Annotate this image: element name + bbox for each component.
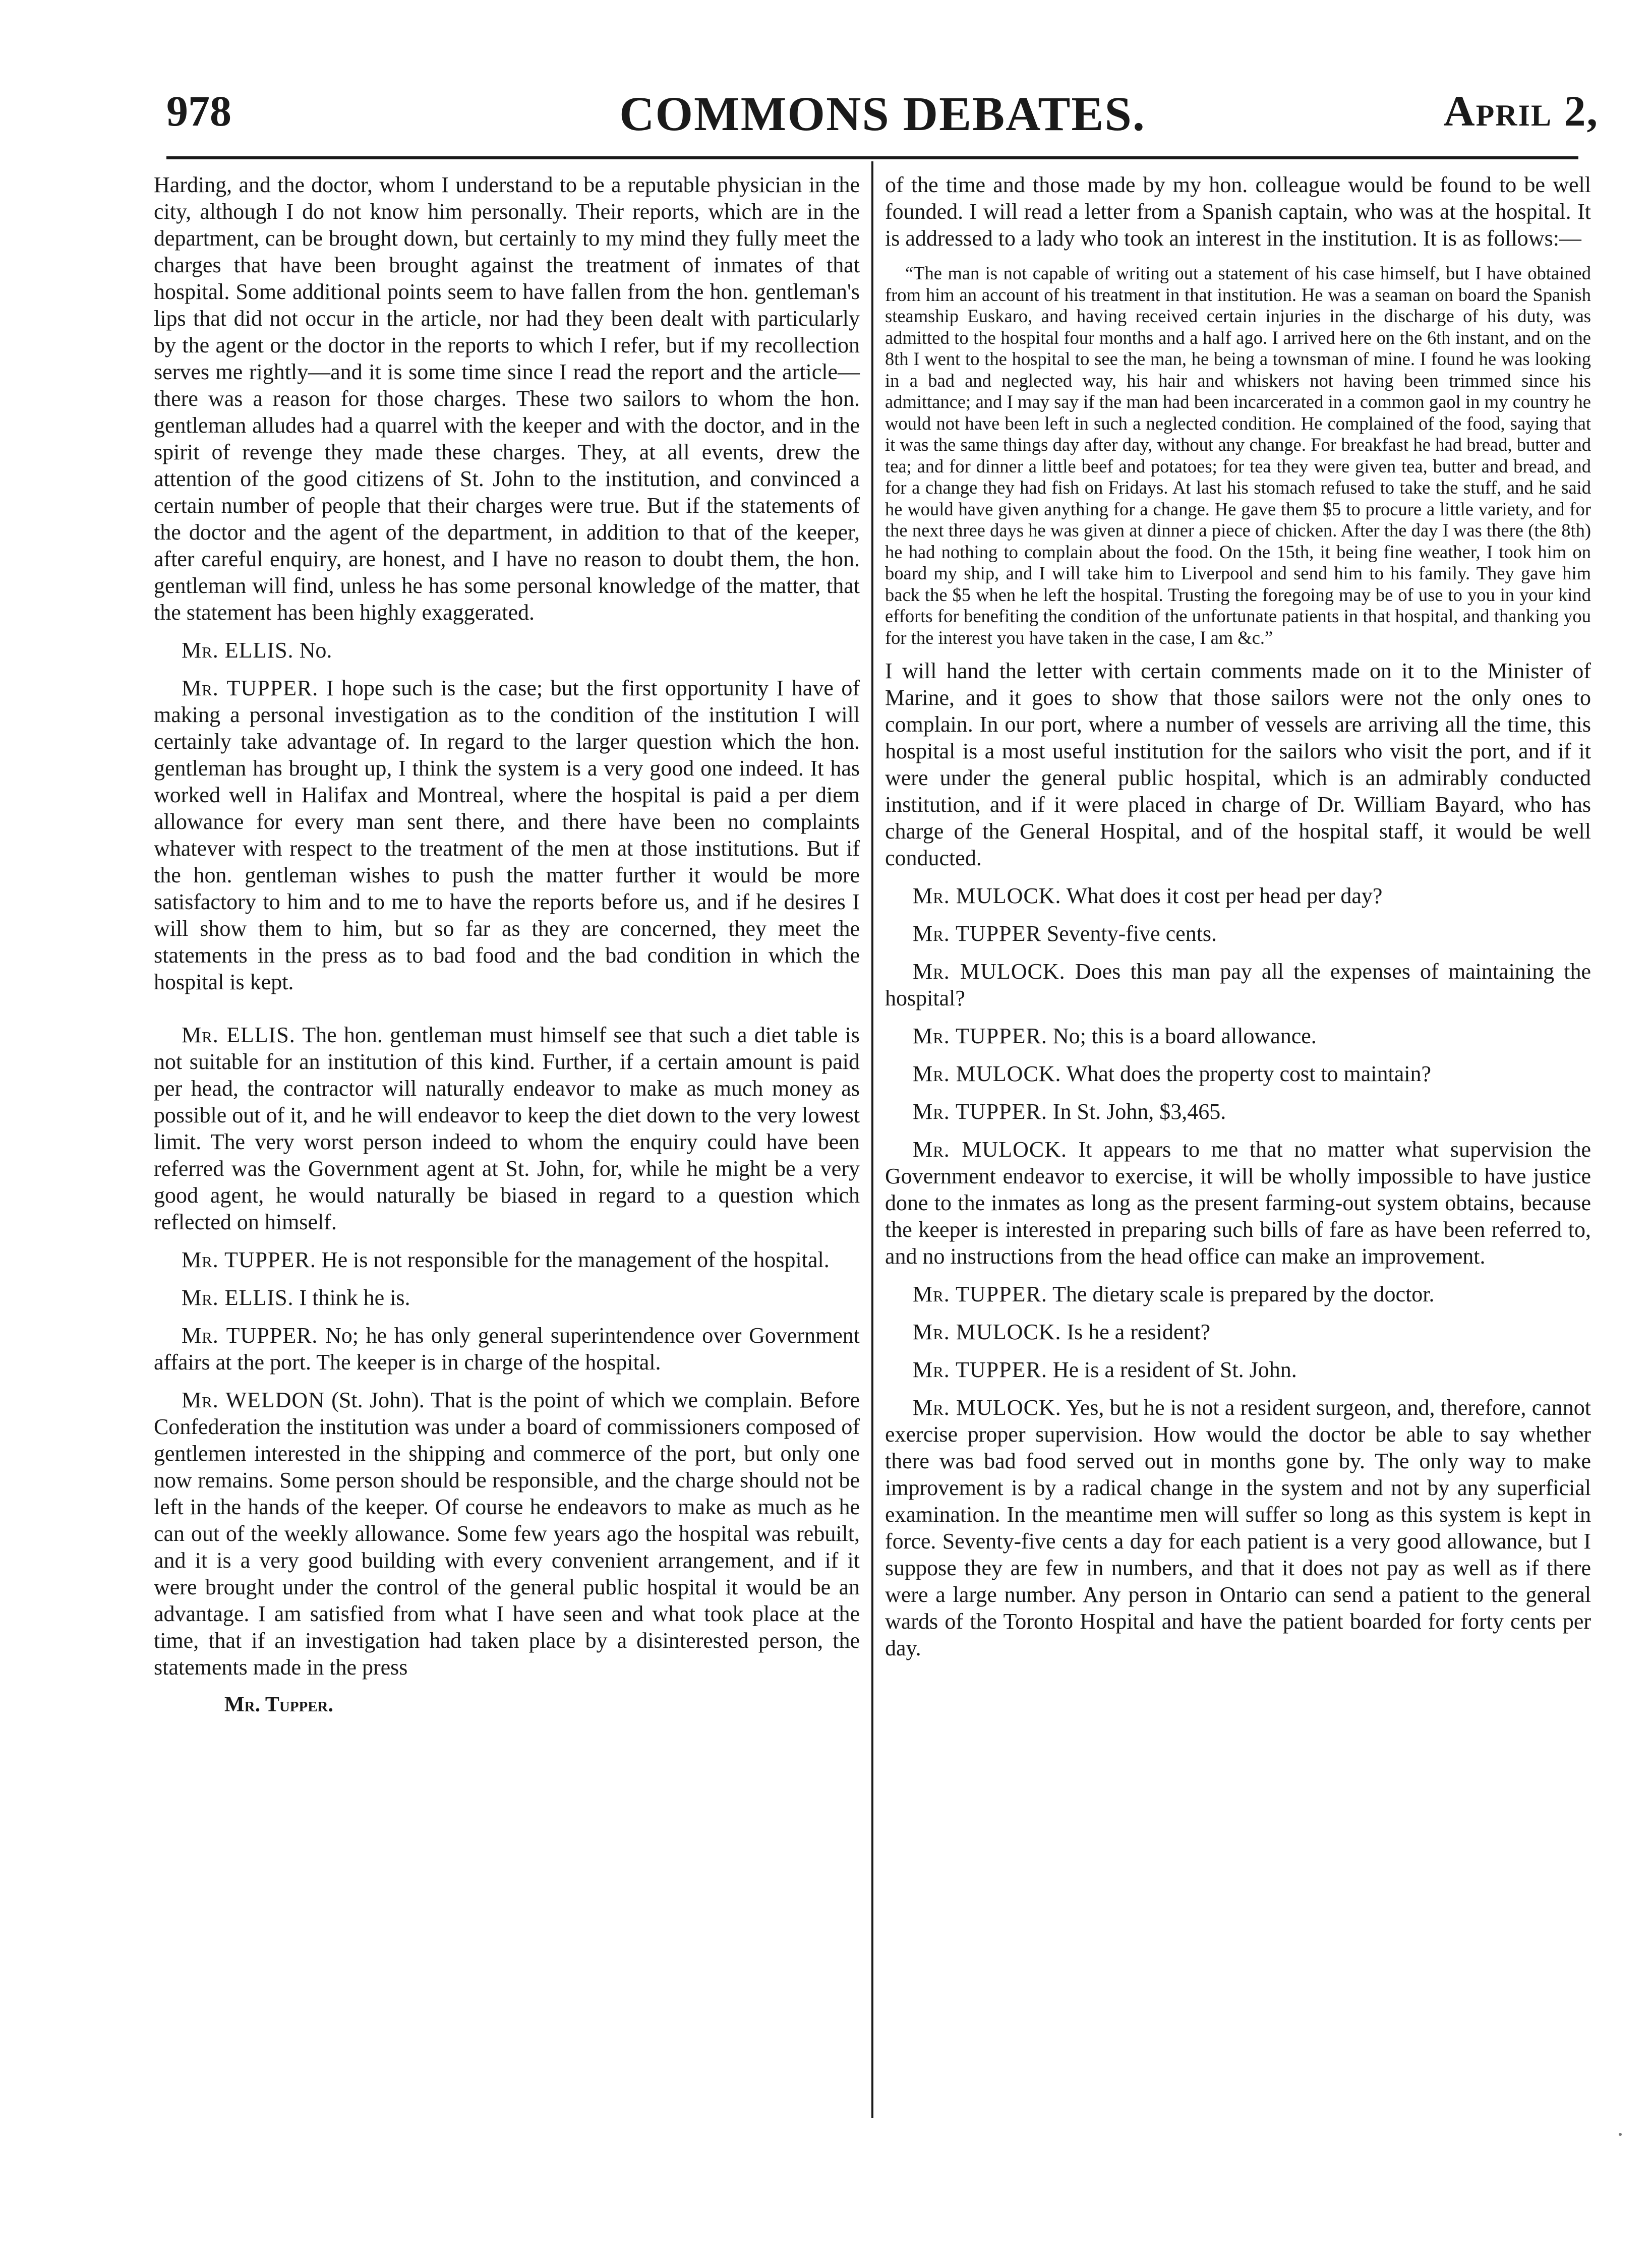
page-header xyxy=(166,86,1599,146)
speech-paragraph xyxy=(885,958,1591,1011)
speech-paragraph xyxy=(154,1246,860,1273)
speaker-name: Mr. MULOCK. xyxy=(913,883,1061,908)
speech-text: No; this is a board allowance. xyxy=(1052,1024,1317,1048)
speech-paragraph xyxy=(154,1022,860,1235)
speech-paragraph xyxy=(154,1387,860,1681)
speaker-name: Mr. MULOCK. xyxy=(913,959,1066,984)
scan-speck xyxy=(1619,2133,1622,2136)
speaker-name: Mr. MULOCK. xyxy=(913,1320,1061,1344)
speaker-name: Mr. MULOCK. xyxy=(913,1395,1061,1420)
speech-text: No; he has only general superintendence over Government affairs at the port. The keeper is in charge of the hospital. xyxy=(154,1323,860,1375)
paragraph: Harding, and the doctor, whom I understand to be a reputable physician in the city, although I do not know him personally. Their reports, which are in the department, can be brought down, but certainly to my mind they fully meet the charges that have been brought against the treatment of inmates of that hospital. Some additional points seem to have fallen from the hon. gentleman's lips that did not occur in the article, nor had they been dealt with particularly by the agent or the doctor in the reports to which I refer, but if my recollection serves me rightly—and it is some time since I read the report and the article—there was a reason for those charges. These two sailors to whom the hon. gentleman alludes had a quarrel with the keeper and with the doctor, and in the spirit of revenge they made these charges. They, at all events, drew the attention of the good citizens of St. John to the institution, and convinced a certain number of people that their charges were true. But if the statements of the doctor and the agent of the department, in addition to that of the keeper, after careful enquiry, are honest, and I have no reason to doubt them, the hon. gentleman will find, unless he has some personal knowledge of the matter, that the statement has been highly exaggerated. xyxy=(154,172,860,625)
speech-text: What does it cost per head per day? xyxy=(1066,883,1383,908)
speech-paragraph xyxy=(885,1098,1591,1125)
speech-text: In St. John, $3,465. xyxy=(1052,1099,1226,1124)
speech-paragraph xyxy=(885,882,1591,909)
speech-text: Does this man pay all the expenses of maintaining the hospital? xyxy=(885,959,1591,1010)
column-divider xyxy=(871,161,873,2118)
speech-paragraph xyxy=(885,1060,1591,1087)
speech-paragraph xyxy=(154,1284,860,1311)
speaker-name: Mr. MULOCK. xyxy=(913,1137,1067,1162)
speech-text: It appears to me that no matter what supervision the Government endeavor to exercise, it will be wholly impossible to have justice done to the inmates as long as the present farming-out system obtains, because the keeper is interested in preparing such bills of fare as have been referred to, and no instructions from the head office can make an improvement. xyxy=(885,1137,1591,1269)
speech-paragraph xyxy=(154,675,860,995)
speaker-name: Mr. MULOCK. xyxy=(913,1061,1061,1086)
speech-text: Seventy-five cents. xyxy=(1046,921,1217,946)
speaker-name: Mr. ELLIS. xyxy=(182,638,294,663)
speech-paragraph xyxy=(154,1322,860,1376)
speaker-name: Mr. TUPPER. xyxy=(182,1247,316,1272)
speaker-name: Mr. TUPPER. xyxy=(913,1099,1047,1124)
speaker-name: Mr. TUPPER. xyxy=(913,1357,1047,1382)
speaker-name: Mr. ELLIS. xyxy=(182,1285,294,1310)
header-date: April 2, xyxy=(1443,87,1599,135)
speech-paragraph xyxy=(154,637,860,664)
speech-paragraph xyxy=(885,1136,1591,1270)
speech-text: The hon. gentleman must himself see that such a diet table is not suitable for an institution of this kind. Further, if a certain amount is paid per head, the contractor will naturally endeavor to make as much money as possible out of it, and he will endeavor to keep the diet down to the very lowest limit. The very worst person indeed to whom the enquiry could have been referred was the Government agent at St. John, for, while he might be a very good agent, he would naturally be biased in regard to a question which reflected on himself. xyxy=(154,1023,860,1234)
catchword-signature: Mr. Tupper. xyxy=(224,1693,333,1716)
speech-text: (St. John). That is the point of which we complain. Before Confederation the institution was under a board of commissioners composed of gentlemen interested in the shipping and commerce of the port, but only one now remains. Some person should be responsible, and the charge should not be left in the hands of the keeper. Of course he endeavors to make as much as he can out of the weekly allowance. Some few years ago the hospital was rebuilt, and it is a very good building with every convenient arrangement, and if it were brought under the control of the general public hospital it would be an advantage. I am satisfied from what I have seen and what took place at the time, that if an investigation had taken place by a disinterested person, the statements made in the press xyxy=(154,1388,860,1680)
speaker-name: Mr. TUPPER. xyxy=(913,1024,1047,1048)
speech-paragraph xyxy=(885,1023,1591,1049)
speech-text: He is a resident of St. John. xyxy=(1052,1357,1297,1382)
paragraph: I will hand the letter with certain comments made on it to the Minister of Marine, and it goes to show that those sailors were not the only ones to complain. In our port, where a number of vessels are arriving all the time, this hospital is a most useful institution for the sailors who visit the port, and if it were under the general public hospital, which is an admirably conducted institution, and if it were placed in charge of Dr. William Bayard, who has charge of the General Hospital, and of the hospital staff, it would be well conducted. xyxy=(885,659,1591,870)
speech-paragraph xyxy=(885,1281,1591,1307)
speech-text: No. xyxy=(299,638,332,663)
publication-title: COMMONS DEBATES. xyxy=(619,87,1146,141)
speaker-name: Mr. TUPPER. xyxy=(182,1323,318,1348)
speech-text: The dietary scale is prepared by the doctor. xyxy=(1052,1282,1435,1306)
header-rule xyxy=(166,156,1578,159)
speaker-name: Mr. ELLIS. xyxy=(182,1023,296,1047)
left-column xyxy=(154,171,860,1718)
speech-paragraph xyxy=(885,1394,1591,1661)
speaker-name: Mr. WELDON xyxy=(182,1388,325,1412)
speech-paragraph xyxy=(885,1319,1591,1345)
speech-paragraph xyxy=(885,1356,1591,1383)
speech-text: Is he a resident? xyxy=(1067,1320,1211,1344)
right-column xyxy=(885,171,1591,1673)
speaker-name: Mr. TUPPER. xyxy=(913,1282,1047,1306)
speech-text: What does the property cost to maintain? xyxy=(1066,1061,1432,1086)
page-number: 978 xyxy=(166,87,231,135)
speech-text: I think he is. xyxy=(299,1285,410,1310)
speaker-name: Mr. TUPPER. xyxy=(182,676,319,700)
paragraph: of the time and those made by my hon. colleague would be found to be well founded. I will read a letter from a Spanish captain, who was at the hospital. It is addressed to a lady who took an interest in the institution. It is as follows:— xyxy=(885,172,1591,251)
speaker-name: Mr. TUPPER xyxy=(913,921,1041,946)
quoted-letter: “The man is not capable of writing out a statement of his case himself, but I have obtained from him an account of his treatment in that institution. He was a seaman on board the Spanish steamship Euskaro, and having received certain injuries in the discharge of his duty, was admitted to the hospital four months and a half ago. I arrived here on the 6th instant, and on the 8th I went to the hospital to see the man, he being a townsman of mine. I found he was looking in a bad and neglected way, his hair and whiskers not having been trimmed since his admittance; and I may say if the man had been incarcerated in a common gaol in my country he would not have been left in such a neglected condition. He complained of the food, saying that it was the same things day after day, without any change. For breakfast he had bread, butter and tea; and for dinner a little beef and potatoes; for tea they were given tea, butter and bread, and for a change they had fish on Fridays. At last his stomach refused to take the stuff, and he said he would have given anything for a change. He gave them $5 to procure a little variety, and for the next three days he was given at dinner a piece of chicken. After the day I was there (the 8th) he had nothing to complain about the food. On the 15th, it being fine weather, I took him on board my ship, and I will take him to Liverpool and send him to his family. They gave him back the $5 when he left the hospital. Trusting the foregoing may be of use to you in your kind efforts for benefiting the condition of the unfortunate patients in that hospital, and thanking you for the interest you have taken in the case, I am &c.” xyxy=(885,263,1591,648)
speech-text: Yes, but he is not a resident surgeon, and, therefore, cannot exercise proper supervision. How would the doctor be able to say whether there was bad food served out in months gone by. The only way to make improvement is by a radical change in the system and not by any superficial examination. In the meantime men will suffer so long as this system is kept in force. Seventy-five cents a day for each patient is a very good allowance, but I suppose they are few in numbers, and that it does not pay as well as if there were a large number. Any person in Ontario can send a patient to the general wards of the Toronto Hospital and have the patient boarded for forty cents per day. xyxy=(885,1395,1591,1660)
speech-text: He is not responsible for the management of the hospital. xyxy=(321,1247,830,1272)
speech-text: I hope such is the case; but the first opportunity I have of making a personal investigation as to the condition of the institution I will certainly take advantage of. In regard to the larger question which the hon. gentleman has brought up, I think the system is a very good one indeed. It has worked well in Halifax and Montreal, where the hospital is paid a per diem allowance for every man sent there, and there have been no complaints whatever with respect to the treatment of the men at those institutions. But if the hon. gentleman wishes to push the matter further it would be more satisfactory to him and to me to have the reports before us, and if he desires I will show them to him, but so far as they are concerned, they meet the statements in the press as to bad food and the bad condition in which the hospital is kept. xyxy=(154,676,860,994)
speech-paragraph xyxy=(885,920,1591,947)
